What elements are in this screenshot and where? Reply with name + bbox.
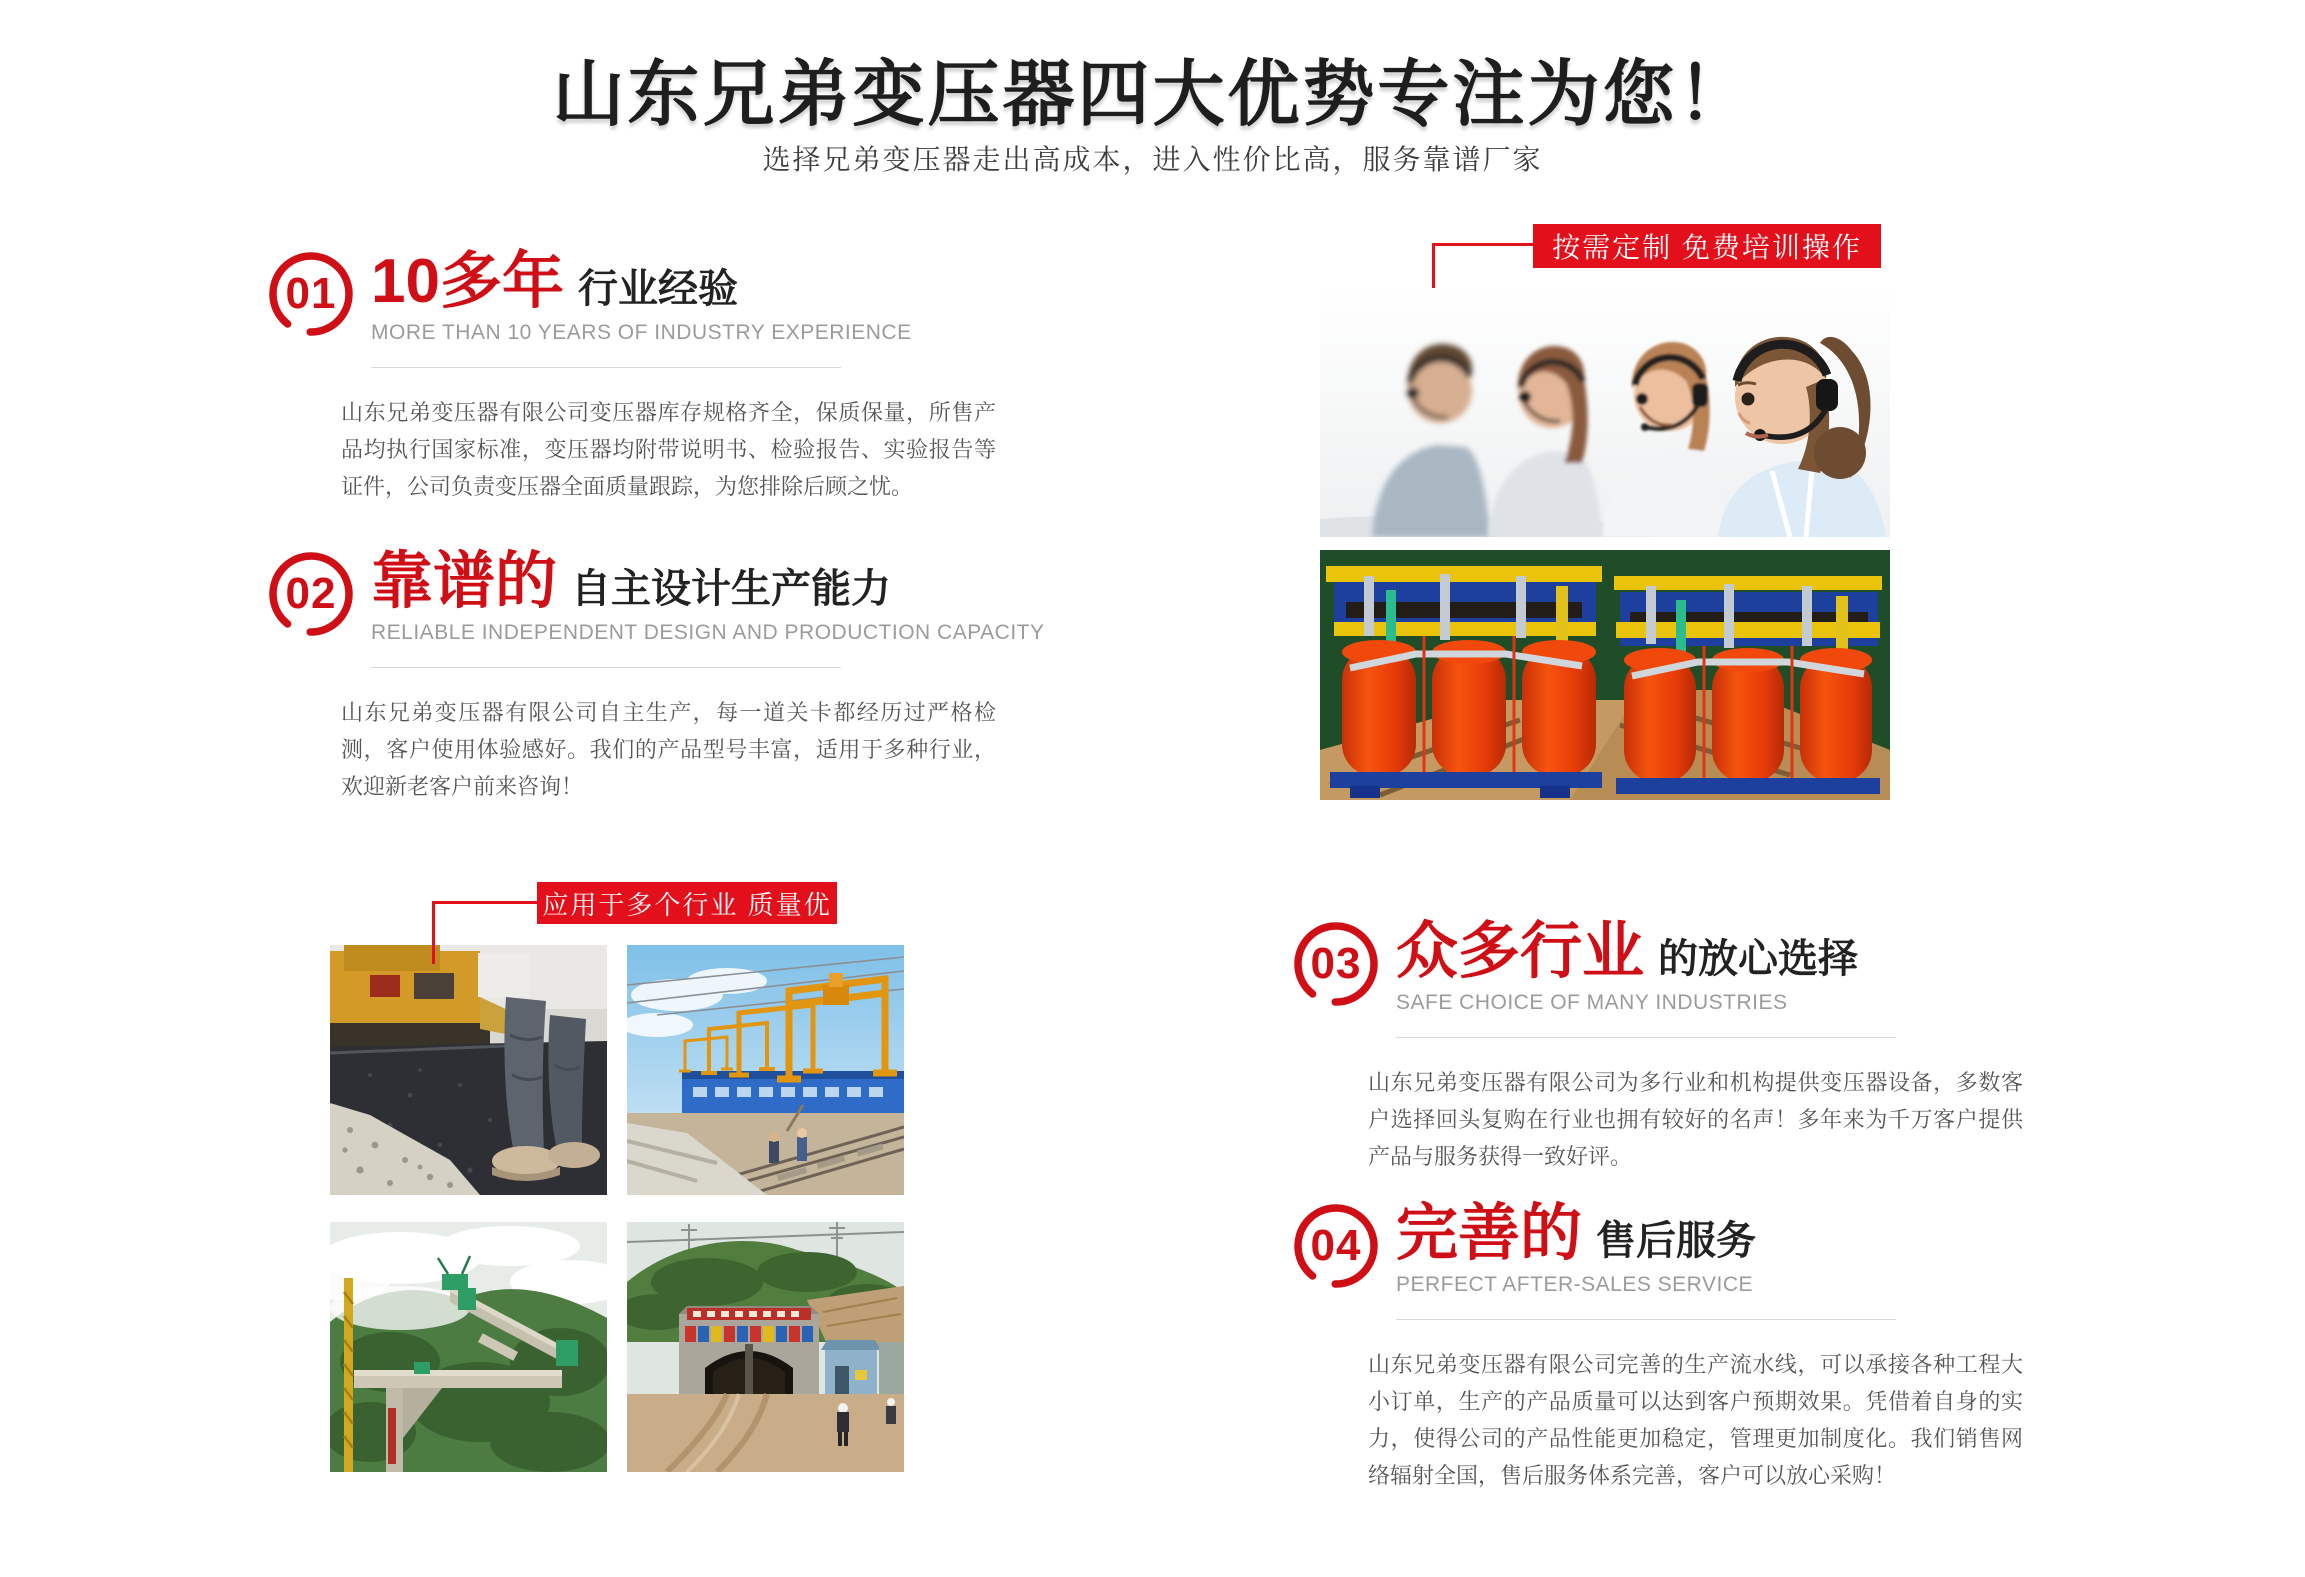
section-body-text: 山东兄弟变压器有限公司变压器库存规格齐全，保质保量，所售产品均执行国家标准，变压器均附带说明书、检验报告、实验报告等证件，公司负责变压器全面质量跟踪，为您排除后顾之忧。 [341, 400, 996, 500]
transformer-products-photo [1320, 550, 1890, 800]
number-badge-01 [265, 248, 357, 340]
heading-rest: 行业经验 [577, 267, 738, 311]
advantage-section-1 [265, 246, 1005, 505]
section-heading [265, 246, 1005, 317]
heading-highlight: 靠谱的 [371, 547, 558, 616]
divider-line [371, 367, 841, 368]
heading-english: SAFE CHOICE OF MANY INDUSTRIES [1396, 991, 1788, 1015]
divider-line [1396, 1319, 1896, 1320]
heading-english: RELIABLE INDEPENDENT DESIGN AND PRODUCTION CAPACITY [371, 621, 1045, 645]
heading-highlight: 众多行业 [1396, 917, 1645, 986]
page-title: 山东兄弟变压器四大优势专注为您！ [552, 55, 1753, 135]
heading-rest: 售后服务 [1596, 1219, 1757, 1263]
section-heading [1290, 1198, 2030, 1269]
number-badge-04 [1290, 1200, 1382, 1292]
section-heading [265, 546, 1005, 617]
advantage-section-3 [1290, 916, 2030, 1175]
divider-line [1396, 1037, 1896, 1038]
badge-number: 02 [285, 569, 337, 618]
badge-number: 01 [285, 269, 337, 318]
badge-number: 03 [1310, 939, 1362, 988]
advantage-section-4 [1290, 1198, 2030, 1494]
section-body-text: 山东兄弟变压器有限公司为多行业和机构提供变压器设备，多数客户选择回头复购在行业也拥有较好的名声！多年来为千万客户提供产品与服务获得一致好评。 [1368, 1070, 2023, 1170]
road-paving-photo [330, 945, 607, 1195]
tunnel-construction-photo [627, 1222, 904, 1472]
section-heading [1290, 916, 2030, 987]
bridge-construction-photo [330, 1222, 607, 1472]
multi-industry-tag: 应用于多个行业 质量优 [537, 882, 837, 924]
tag-connector-line [432, 901, 540, 964]
heading-english: MORE THAN 10 YEARS OF INDUSTRY EXPERIENCE [371, 321, 912, 345]
section-body-text: 山东兄弟变压器有限公司自主生产，每一道关卡都经历过严格检测，客户使用体验感好。我们的产品型号丰富，适用于多种行业，欢迎新老客户前来咨询！ [341, 700, 996, 800]
customer-service-photo [1320, 283, 1890, 537]
advantage-section-2 [265, 546, 1045, 805]
page-subtitle: 选择兄弟变压器走出高成本，进入性价比高，服务靠谱厂家 [762, 144, 1543, 175]
number-badge-03 [1290, 918, 1382, 1010]
heading-rest: 的放心选择 [1658, 937, 1859, 981]
custom-training-tag: 按需定制 免费培训操作 [1533, 224, 1881, 268]
heading-highlight: 10多年 [371, 247, 564, 316]
section-body-text: 山东兄弟变压器有限公司完善的生产流水线，可以承接各种工程大小订单，生产的产品质量可以达到客户预期效果。凭借着自身的实力，使得公司的产品性能更加稳定，管理更加制度化。我们销售网络辐射全国，售后服务体系完善，客户可以放心采购！ [1368, 1352, 2023, 1489]
badge-number: 04 [1310, 1221, 1362, 1270]
heading-highlight: 完善的 [1396, 1199, 1583, 1268]
number-badge-02 [265, 548, 357, 640]
divider-line [371, 667, 841, 668]
heading-rest: 自主设计生产能力 [571, 567, 892, 611]
tag-connector-line [1432, 243, 1536, 288]
gantry-crane-photo [627, 945, 904, 1195]
heading-english: PERFECT AFTER-SALES SERVICE [1396, 1273, 1753, 1297]
